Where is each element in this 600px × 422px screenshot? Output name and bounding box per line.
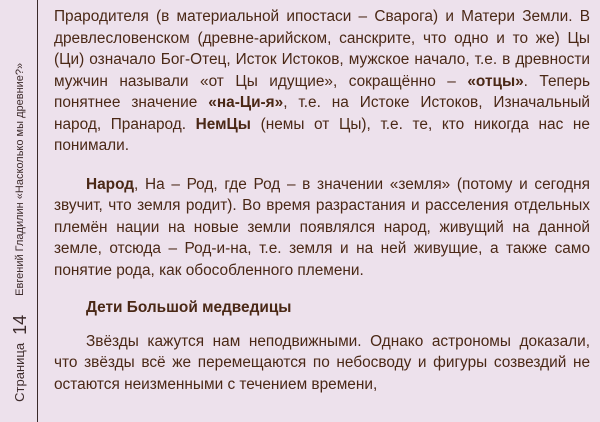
page-footer-vertical — [10, 63, 31, 402]
paragraph-2: Народ, На – Род, где Род – в значении «земля» (потому и сегодня звучит, что земля родит). Во время разрастания и расселения отдельных племён нации на новые земли появлялся народ, живущий на данной земле, отсюда – Род-и-на, т.е. земля и на ней живущие, а также само понятие рода, как обособленного племени. — [54, 175, 590, 279]
paragraph-1: Прародителя (в материальной ипостаси – Сварога) и Матери Земли. В древлесловенском (древне-арийском, санскрите, что одно и то же) Цы (Ци) означало Бог-Отец, Исток Истоков, мужское начало, т.е. в древности мужчин называли «от Цы идущие», сокращённо – «отцы». Теперь понятнее значение «на-Ци-я», т.е. на Истоке Истоков, Изначальный народ, Пранарод. НемЦы (немы от Цы), т.е. те, кто никогда нас не понимали. — [54, 8, 591, 154]
bold-term-otsy: «отцы» — [467, 72, 524, 90]
page-sidebar — [0, 0, 44, 422]
bold-term-natsiya: «на-Ци-я» — [208, 94, 284, 111]
section-heading: Дети Большой медведицы — [86, 299, 292, 316]
document-body — [54, 6, 590, 395]
sidebar-divider — [37, 0, 38, 422]
paragraph-3: Звёзды кажутся нам неподвижными. Однако астрономы доказали, что звёзды всё же перемещаются по небосводу и фигуры созвездий не остаются неизменными с течением времени, — [54, 332, 590, 393]
page-number: 14 — [10, 314, 30, 335]
bold-term-nemtsy: НемЦы — [195, 115, 251, 133]
bold-term-narod: Народ — [86, 175, 135, 193]
book-author-title: Евгений Гладилин «Насколько мы древние?» — [14, 63, 26, 297]
page-label: Страница — [12, 343, 27, 402]
